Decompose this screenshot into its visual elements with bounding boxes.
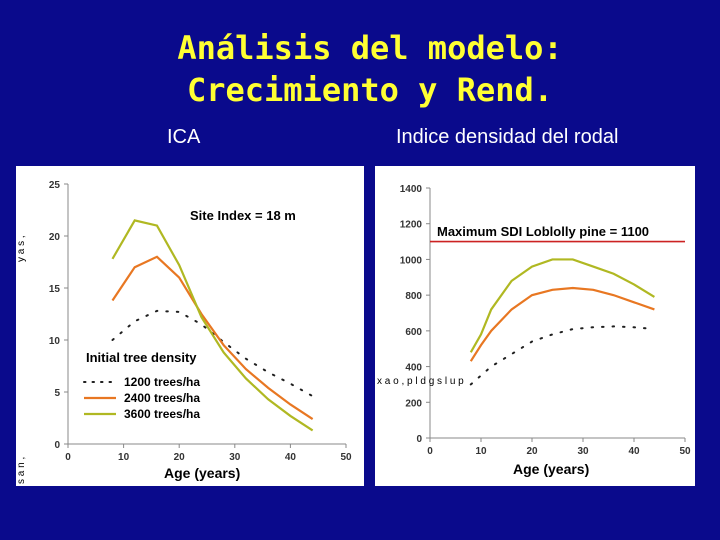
- ica-label: ICA: [167, 126, 201, 148]
- x-tick-label: 10: [118, 452, 130, 463]
- slide-title-line-2: Crecimiento y Rend.: [186, 71, 554, 109]
- x-tick-label: 30: [229, 452, 241, 463]
- y-tick-label: 1400: [399, 184, 422, 195]
- legend-label-2400: 2400 trees/ha: [124, 391, 201, 405]
- garbled-y-label: x a o , p l d g s l u p: [377, 376, 464, 387]
- site-index-annotation: Site Index = 18 m: [190, 208, 296, 223]
- x-tick-label: 30: [577, 446, 589, 457]
- legend-label-3600: 3600 trees/ha: [124, 407, 201, 421]
- x-axis-title: Age (years): [513, 461, 590, 477]
- y-tick-label: 800: [405, 291, 422, 303]
- y-tick-label: 200: [405, 398, 422, 410]
- y-tick-label: 1000: [399, 255, 422, 267]
- y-tick-label: 1200: [399, 219, 422, 231]
- x-tick-label: 40: [284, 452, 296, 463]
- x-tick-label: 20: [173, 452, 185, 463]
- x-tick-label: 0: [65, 452, 71, 463]
- ica-chart-panel: [16, 166, 364, 486]
- x-tick-label: 50: [340, 452, 352, 463]
- series-line-2: [471, 259, 655, 352]
- ica-chart: [16, 166, 364, 486]
- y-tick-label: 0: [54, 440, 60, 451]
- sdi-chart: [375, 166, 695, 486]
- x-tick-label: 40: [628, 446, 640, 457]
- y-tick-label: 0: [416, 434, 422, 445]
- legend: [84, 375, 200, 421]
- y-tick-label: 600: [405, 326, 422, 338]
- legend-label-1200: 1200 trees/ha: [124, 375, 201, 389]
- sdi-chart-panel: [375, 166, 695, 486]
- sdi-label: Indice densidad del rodal: [396, 126, 619, 148]
- x-tick-label: 20: [526, 446, 538, 457]
- series-line-0: [471, 326, 655, 384]
- legend-title: Initial tree density: [86, 350, 197, 365]
- max-sdi-annotation: Maximum SDI Loblolly pine = 1100: [437, 224, 650, 239]
- y-tick-label: 20: [48, 232, 60, 243]
- x-tick-label: 0: [427, 446, 433, 457]
- slide-title-line-1: Análisis del modelo:: [177, 29, 563, 67]
- y-tick-label: 10: [48, 336, 60, 347]
- x-tick-label: 10: [475, 446, 487, 457]
- x-tick-label: 50: [679, 446, 691, 457]
- garbled-y-label-top: y a s ,: [16, 235, 27, 262]
- y-tick-label: 15: [48, 284, 60, 295]
- y-tick-label: 5: [54, 388, 60, 399]
- x-axis-title: Age (years): [164, 465, 241, 481]
- y-tick-label: 400: [405, 362, 422, 374]
- garbled-y-label-bottom: s a n ,: [16, 456, 27, 484]
- y-tick-label: 25: [48, 180, 60, 191]
